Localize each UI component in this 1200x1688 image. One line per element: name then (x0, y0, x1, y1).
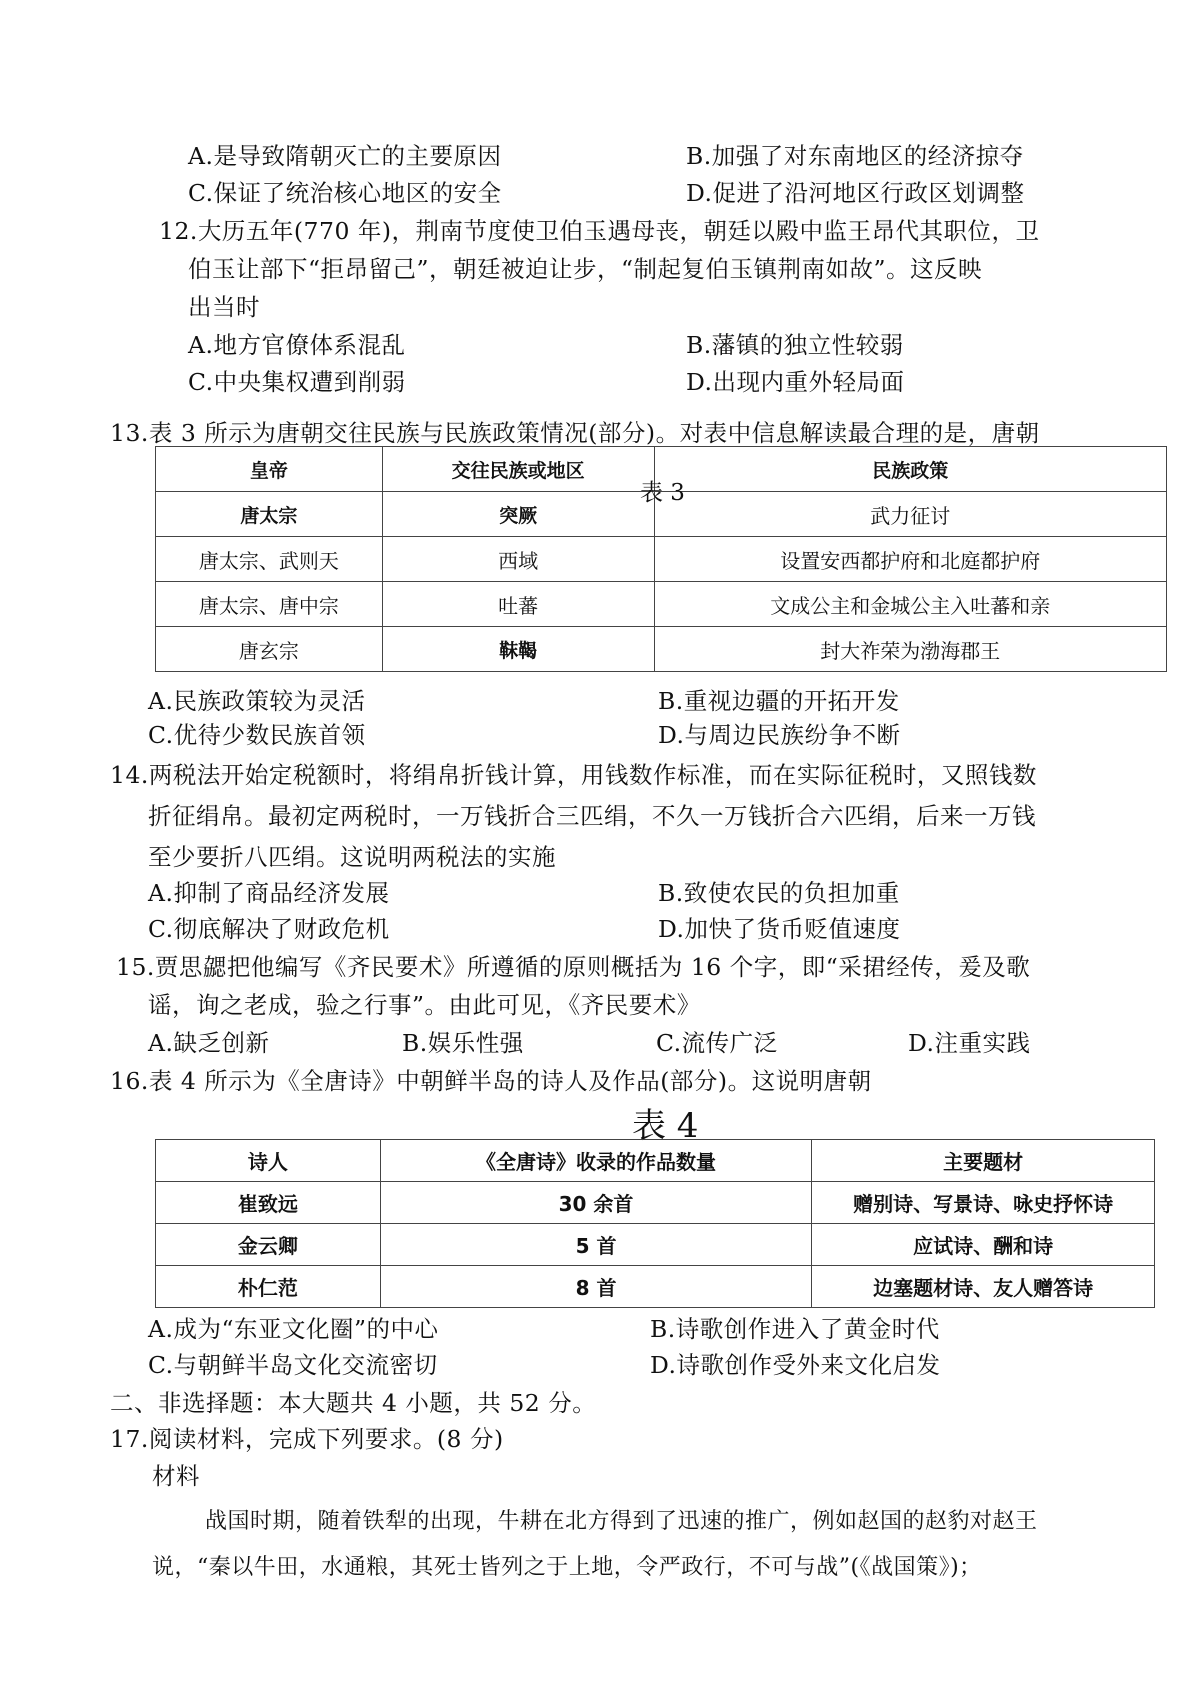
q11-option-d: D.促进了沿河地区行政区划调整 (686, 179, 1025, 207)
q16-option-a: A.成为“东亚文化圈”的中心 (148, 1315, 439, 1343)
table-header-row (156, 1140, 1155, 1182)
table-cell: 文成公主和金城公主入吐蕃和亲 (654, 582, 1166, 627)
q15-option-b: B.娱乐性强 (402, 1029, 524, 1057)
table-row (156, 582, 1167, 627)
q12-stem-line-1: 12.大历五年(770 年)，荆南节度使卫伯玉遇母丧，朝廷以殿中监王昂代其职位，卫 (159, 217, 1040, 245)
table-cell: 设置安西都护府和北庭都护府 (654, 537, 1166, 582)
table-row (156, 1224, 1155, 1266)
q12-option-a: A.地方官僚体系混乱 (188, 331, 406, 359)
table-cell: 吐蕃 (382, 582, 654, 627)
table-cell: 武力征讨 (654, 492, 1166, 537)
q16-option-c: C.与朝鲜半岛文化交流密切 (148, 1351, 438, 1379)
q12-stem-line-3: 出当时 (188, 293, 260, 321)
q14-stem-line-2: 折征绢帛。最初定两税时，一万钱折合三匹绢，不久一万钱折合六匹绢，后来一万钱 (148, 802, 1036, 830)
q15-option-a: A.缺乏创新 (148, 1029, 270, 1057)
table-row (156, 1182, 1155, 1224)
table-4 (155, 1139, 1155, 1308)
table-cell: 西域 (382, 537, 654, 582)
table-cell: 唐太宗 (156, 492, 383, 537)
q15-stem-line-1: 15.贾思勰把他编写《齐民要术》所遵循的原则概括为 16 个字，即“采捃经传，爰及歌 (116, 953, 1031, 981)
table-cell: 突厥 (382, 492, 654, 537)
q14-stem-line-3: 至少要折八匹绢。这说明两税法的实施 (148, 843, 556, 871)
table-header-cell: 诗人 (156, 1140, 381, 1182)
table-header-cell: 交往民族或地区 (382, 447, 654, 492)
table-row (156, 537, 1167, 582)
q14-stem-line-1: 14.两税法开始定税额时，将绢帛折钱计算，用钱数作标准，而在实际征税时，又照钱数 (110, 761, 1037, 789)
q15-option-c: C.流传广泛 (656, 1029, 778, 1057)
q14-option-d: D.加快了货币贬值速度 (658, 915, 901, 943)
q11-option-c: C.保证了统治核心地区的安全 (188, 179, 502, 207)
table-cell: 应试诗、酬和诗 (812, 1224, 1155, 1266)
q12-option-d: D.出现内重外轻局面 (686, 368, 905, 396)
q11-option-a: A.是导致隋朝灭亡的主要原因 (188, 142, 502, 170)
q12-option-c: C.中央集权遭到削弱 (188, 368, 406, 396)
q14-option-c: C.彻底解决了财政危机 (148, 915, 390, 943)
section-2-heading: 二、非选择题：本大题共 4 小题，共 52 分。 (110, 1389, 597, 1417)
table-header-cell: 皇帝 (156, 447, 383, 492)
table-cell: 崔致远 (156, 1182, 381, 1224)
q16-option-d: D.诗歌创作受外来文化启发 (650, 1351, 941, 1379)
q12-stem-line-2: 伯玉让部下“拒昂留己”，朝廷被迫让步，“制起复伯玉镇荆南如故”。这反映 (188, 255, 983, 283)
q13-option-d: D.与周边民族纷争不断 (658, 721, 901, 749)
table-cell: 封大祚荣为渤海郡王 (654, 627, 1166, 672)
q15-stem-line-2: 谣，询之老成，验之行事”。由此可见，《齐民要术》 (148, 991, 701, 1019)
table-cell: 唐太宗、武则天 (156, 537, 383, 582)
q14-option-a: A.抑制了商品经济发展 (148, 879, 390, 907)
table-cell: 8 首 (380, 1266, 812, 1308)
table-cell: 5 首 (380, 1224, 812, 1266)
table-row (156, 627, 1167, 672)
table-cell: 赠别诗、写景诗、咏史抒怀诗 (812, 1182, 1155, 1224)
q17-material-label: 材料 (152, 1462, 200, 1490)
q17-material-paragraph-1: 战国时期，随着铁犁的出现，牛耕在北方得到了迅速的推广，例如赵国的赵豹对赵王 (205, 1509, 1038, 1534)
q13-stem: 13.表 3 所示为唐朝交往民族与民族政策情况(部分)。对表中信息解读最合理的是，唐朝 (110, 419, 1040, 447)
q17-stem: 17.阅读材料，完成下列要求。(8 分) (110, 1425, 504, 1453)
q14-option-b: B.致使农民的负担加重 (658, 879, 900, 907)
q17-material-paragraph-2: 说，“秦以牛田，水通粮，其死士皆列之于上地，令严政行，不可与战”(《战国策》)； (152, 1555, 982, 1580)
table-cell: 唐太宗、唐中宗 (156, 582, 383, 627)
q11-option-b: B.加强了对东南地区的经济掠夺 (686, 142, 1024, 170)
table-cell: 金云卿 (156, 1224, 381, 1266)
q13-option-b: B.重视边疆的开拓开发 (658, 687, 900, 715)
table-row (156, 1266, 1155, 1308)
table-header-cell: 主要题材 (812, 1140, 1155, 1182)
q13-option-a: A.民族政策较为灵活 (148, 687, 366, 715)
table-3-caption: 表 3 (640, 480, 685, 506)
table-header-cell: 《全唐诗》收录的作品数量 (380, 1140, 812, 1182)
table-4-caption: 表 4 (632, 1106, 699, 1146)
table-cell: 靺鞨 (382, 627, 654, 672)
table-cell: 朴仁范 (156, 1266, 381, 1308)
q13-option-c: C.优待少数民族首领 (148, 721, 366, 749)
q16-stem: 16.表 4 所示为《全唐诗》中朝鲜半岛的诗人及作品(部分)。这说明唐朝 (110, 1067, 872, 1095)
table-cell: 边塞题材诗、友人赠答诗 (812, 1266, 1155, 1308)
table-cell: 30 余首 (380, 1182, 812, 1224)
q12-option-b: B.藩镇的独立性较弱 (686, 331, 904, 359)
q16-option-b: B.诗歌创作进入了黄金时代 (650, 1315, 940, 1343)
table-header-cell: 民族政策 (654, 447, 1166, 492)
q15-option-d: D.注重实践 (908, 1029, 1031, 1057)
table-cell: 唐玄宗 (156, 627, 383, 672)
